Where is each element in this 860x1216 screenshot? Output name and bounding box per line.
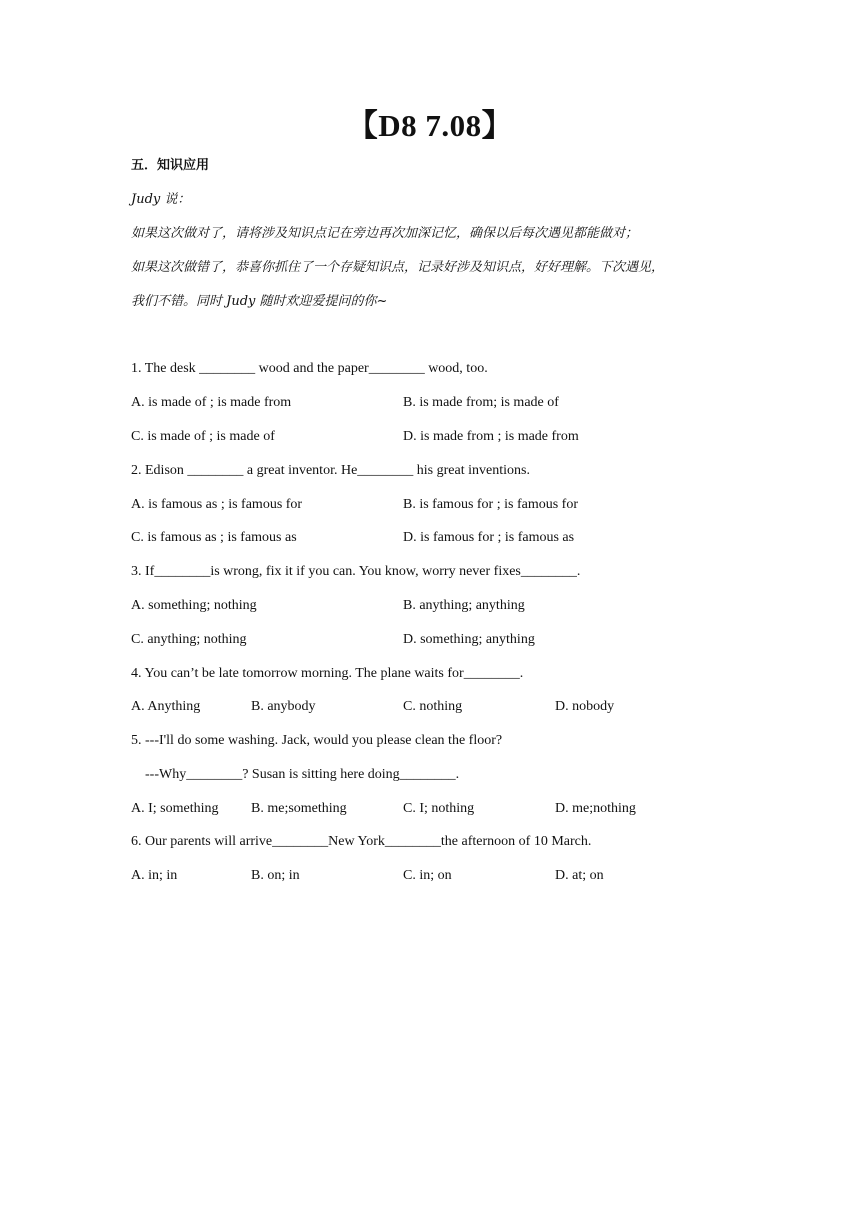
intro-line-4: 我们不错。同时 Judy 随时欢迎爱提问的你~ <box>131 294 388 309</box>
question-6-option-c: C. in; on <box>403 868 452 883</box>
question-4-option-c: C. nothing <box>403 699 463 714</box>
question-5-option-a: A. I; something <box>131 801 219 816</box>
question-2-option-b: B. is famous for ; is famous for <box>403 497 578 512</box>
question-3-option-c: C. anything; nothing <box>131 632 247 647</box>
question-3-option-d: D. something; anything <box>403 632 535 647</box>
question-2-option-a: A. is famous as ; is famous for <box>131 497 303 512</box>
question-6-option-d: D. at; on <box>555 868 604 883</box>
question-5-stem-reply: ---Why________? Susan is sitting here doing________. <box>131 767 460 782</box>
question-5-stem: 5. ---I'll do some washing. Jack, would you please clean the floor? <box>131 733 503 748</box>
question-2-option-d: D. is famous for ; is famous as <box>403 530 575 545</box>
question-5-option-c: C. I; nothing <box>403 801 475 816</box>
question-4-option-d: D. nobody <box>555 699 615 714</box>
question-5-option-d: D. me;nothing <box>555 801 636 816</box>
question-1-option-c: C. is made of ; is made of <box>131 429 275 444</box>
question-5-option-b: B. me;something <box>251 801 347 816</box>
question-2-options-row-1 <box>131 495 751 515</box>
question-1-option-a: A. is made of ; is made from <box>131 395 292 410</box>
question-5-options-row <box>131 799 751 819</box>
question-4-option-b: B. anybody <box>251 699 316 714</box>
question-3-options-row-1 <box>131 596 751 616</box>
question-3-option-b: B. anything; anything <box>403 598 525 613</box>
intro-line-1: Judy 说： <box>131 192 191 207</box>
question-1-options-row-1 <box>131 393 751 413</box>
question-4-option-a: A. Anything <box>131 699 201 714</box>
question-3-stem: 3. If________is wrong, fix it if you can. You know, worry never fixes________. <box>131 564 581 579</box>
question-2-option-c: C. is famous as ; is famous as <box>131 530 297 545</box>
section-heading: 五．知识应用 <box>131 158 210 173</box>
intro-line-2: 如果这次做对了，请将涉及知识点记在旁边再次加深记忆，确保以后每次遇见都能做对； <box>131 226 639 241</box>
question-2-stem: 2. Edison ________ a great inventor. He________ his great inventions. <box>131 463 530 478</box>
question-1-option-d: D. is made from ; is made from <box>403 429 579 444</box>
question-3-option-a: A. something; nothing <box>131 598 257 613</box>
question-6-option-b: B. on; in <box>251 868 300 883</box>
question-4-options-row <box>131 697 751 717</box>
question-2-options-row-2 <box>131 528 751 548</box>
question-4-stem: 4. You can’t be late tomorrow morning. The plane waits for________. <box>131 666 524 681</box>
question-3-options-row-2 <box>131 630 751 650</box>
question-1-option-b: B. is made from; is made of <box>403 395 559 410</box>
question-1-options-row-2 <box>131 427 751 447</box>
question-6-options-row <box>131 866 751 886</box>
question-6-option-a: A. in; in <box>131 868 178 883</box>
question-1-stem: 1. The desk ________ wood and the paper________ wood, too. <box>131 361 488 376</box>
page-title: 【D8 7.08】 <box>346 108 514 143</box>
intro-line-3: 如果这次做错了，恭喜你抓住了一个存疑知识点，记录好涉及知识点，好好理解。下次遇见， <box>131 260 665 275</box>
question-6-stem: 6. Our parents will arrive________New York________the afternoon of 10 March. <box>131 834 592 849</box>
